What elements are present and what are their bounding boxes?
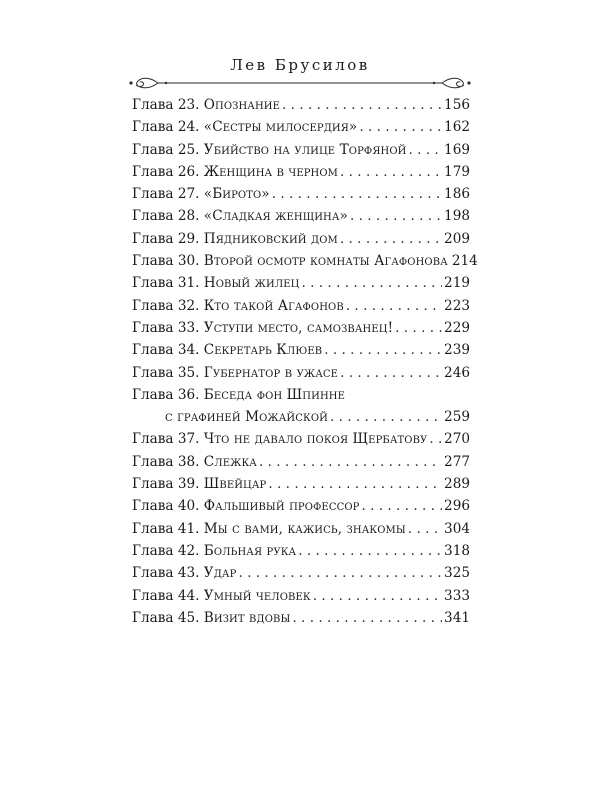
chapter-title: Фальшивый профессор	[203, 498, 360, 515]
chapter-title: Опознание	[203, 97, 281, 113]
dot-leader	[282, 94, 442, 116]
toc-entry	[132, 228, 470, 250]
chapter-title: «Сладкая женщина»	[203, 208, 348, 225]
page-number: 186	[444, 186, 470, 203]
toc-entry	[132, 362, 470, 384]
chapter-title: Убийство на улице Торфяной	[203, 141, 407, 158]
chapter-number: Глава 31.	[132, 275, 200, 292]
chapter-title: Женщина в черном	[203, 163, 339, 180]
page-number: 304	[444, 520, 470, 537]
page-number: 214	[451, 253, 478, 270]
toc-entry	[132, 295, 470, 317]
chapter-number: Глава 34.	[132, 342, 200, 359]
chapter-number: Глава 43.	[132, 565, 200, 582]
toc-entry	[132, 384, 470, 429]
toc-entry	[132, 451, 470, 473]
dot-leader	[238, 562, 442, 584]
chapter-title: Уступи место, самозванец!	[203, 319, 394, 336]
chapter-number: Глава 24.	[132, 119, 200, 136]
chapter-title: «Бирото»	[203, 186, 270, 203]
chapter-title: Мы с вами, кажись, знакомы	[203, 520, 406, 537]
toc-entry	[132, 428, 470, 450]
page-number: 246	[444, 364, 470, 381]
chapter-title: Больная рука	[203, 542, 297, 559]
running-head-author: Лев Брусилов	[230, 56, 370, 74]
chapter-title: Швейцар	[203, 476, 267, 493]
chapter-number: Глава 39.	[132, 476, 200, 493]
toc-entry	[132, 139, 470, 161]
dot-leader	[259, 451, 442, 473]
dot-leader	[361, 495, 442, 517]
chapter-number: Глава 32.	[132, 297, 200, 314]
chapter-number: Глава 30.	[132, 253, 200, 270]
toc-entry	[132, 250, 478, 272]
chapter-title: Новый жилец	[203, 275, 300, 292]
page-number: 325	[444, 565, 470, 582]
page-number: 259	[444, 409, 470, 426]
toc-entry	[132, 317, 470, 339]
toc-entry	[132, 183, 470, 205]
toc-entry	[132, 94, 470, 116]
dot-leader	[272, 183, 442, 205]
chapter-number: Глава 33.	[132, 319, 200, 336]
chapter-number: Глава 28.	[132, 208, 200, 225]
page-number: 229	[444, 319, 470, 336]
dot-leader	[292, 607, 442, 629]
dot-leader	[346, 295, 442, 317]
dot-leader	[395, 317, 442, 339]
chapter-number: Глава 42.	[132, 542, 200, 559]
page-number: 333	[444, 587, 470, 604]
chapter-number: Глава 27.	[132, 186, 200, 203]
chapter-title: Умный человек	[203, 587, 311, 604]
toc-entry	[132, 205, 470, 227]
page-number: 179	[444, 163, 470, 180]
page-number: 341	[444, 609, 470, 626]
dot-leader	[340, 362, 442, 384]
chapter-title: Беседа фон Шпинне	[203, 386, 345, 403]
page-number: 318	[444, 542, 470, 559]
toc-entry	[132, 116, 470, 138]
chapter-title: Секретарь Клюев	[203, 342, 323, 359]
chapter-title: Губернатор в ужасе	[203, 364, 339, 381]
chapter-title-continuation: с графиней Можайской	[165, 409, 328, 426]
page-number: 239	[444, 342, 470, 359]
toc-entry	[132, 540, 470, 562]
chapter-title: Слежка	[203, 453, 257, 470]
dot-leader	[429, 428, 442, 450]
chapter-number: Глава 41.	[132, 520, 200, 537]
dot-leader	[350, 205, 442, 227]
dot-leader	[268, 473, 442, 495]
page-number: 169	[444, 141, 470, 158]
dot-leader	[340, 161, 442, 183]
chapter-number: Глава 25.	[132, 141, 200, 158]
ornamental-divider	[128, 76, 472, 90]
table-of-contents	[132, 94, 478, 629]
chapter-title: Пядниковский дом	[203, 230, 338, 247]
toc-entry	[132, 161, 470, 183]
dot-leader	[324, 339, 442, 361]
toc-entry	[132, 518, 470, 540]
toc-entry	[132, 339, 470, 361]
page-number: 223	[444, 297, 470, 314]
page-number: 156	[444, 97, 470, 113]
chapter-number: Глава 37.	[132, 431, 200, 448]
chapter-number: Глава 45.	[132, 609, 200, 626]
toc-entry	[132, 562, 470, 584]
page-number: 219	[444, 275, 470, 292]
dot-leader	[330, 406, 442, 428]
chapter-number: Глава 23.	[132, 97, 200, 113]
toc-entry	[132, 607, 470, 629]
chapter-number: Глава 35.	[132, 364, 200, 381]
dot-leader	[340, 228, 442, 250]
chapter-title: Второй осмотр комнаты Агафонова	[203, 253, 448, 270]
dot-leader	[408, 139, 442, 161]
dot-leader	[313, 585, 442, 607]
chapter-title: Кто такой Агафонов	[203, 297, 344, 314]
chapter-number: Глава 40.	[132, 498, 200, 515]
chapter-title: Визит вдовы	[203, 609, 291, 626]
page-number: 296	[444, 498, 470, 515]
page-number: 270	[444, 431, 470, 448]
toc-entry	[132, 585, 470, 607]
toc-entry	[132, 495, 470, 517]
page-number: 162	[444, 119, 470, 136]
page-number: 277	[444, 453, 470, 470]
page-number: 198	[444, 208, 470, 225]
chapter-title: Что не давало покоя Щербатову	[203, 431, 428, 448]
chapter-number: Глава 26.	[132, 163, 200, 180]
dot-leader	[298, 540, 442, 562]
toc-entry	[132, 473, 470, 495]
chapter-title: «Сестры милосердия»	[203, 119, 358, 136]
page-number: 289	[444, 476, 470, 493]
toc-entry	[132, 272, 470, 294]
chapter-title: Удар	[203, 565, 237, 582]
chapter-number: Глава 29.	[132, 230, 200, 247]
chapter-number: Глава 44.	[132, 587, 200, 604]
page-number: 209	[444, 230, 470, 247]
dot-leader	[359, 116, 442, 138]
dot-leader	[302, 272, 443, 294]
chapter-number: Глава 38.	[132, 453, 200, 470]
chapter-number: Глава 36.	[132, 386, 200, 403]
dot-leader	[408, 518, 442, 540]
